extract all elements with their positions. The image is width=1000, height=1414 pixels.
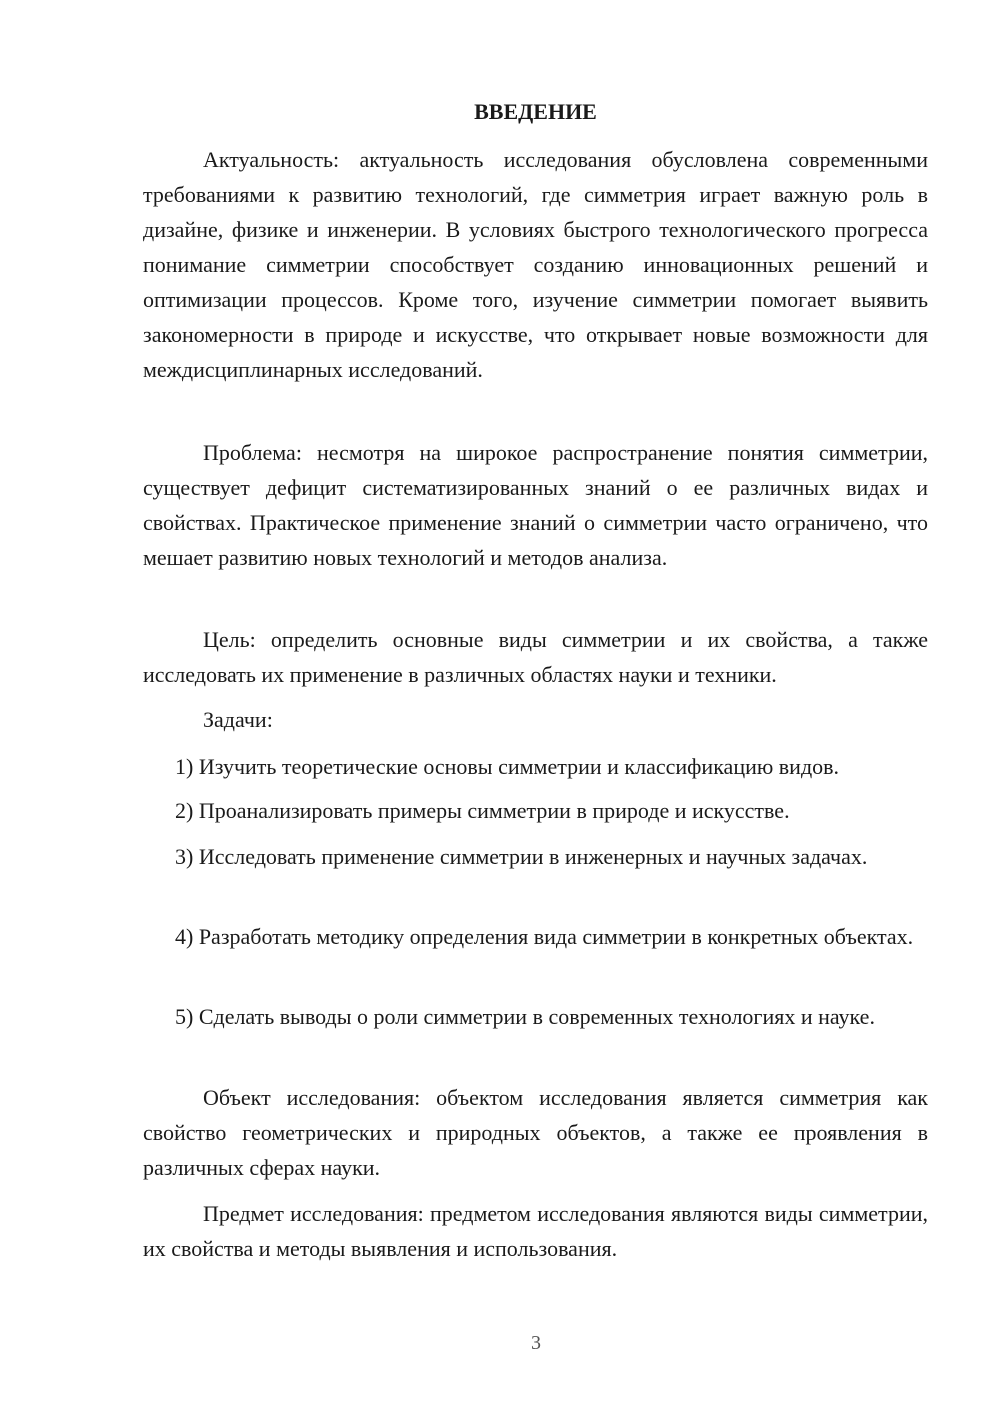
tasks-label: Задачи: [203, 707, 273, 732]
paragraph-problem: Проблема: несмотря на широкое распространение понятия симметрии, существует дефицит систематизированных знаний о ее различных видах и свойствах. Практическое применение знаний о симметрии часто ограничено, что мешает развитию новых технологий и методов анализа. [143, 440, 928, 570]
task-item-3: 3) Исследовать применение симметрии в инженерных и научных задачах. [175, 844, 868, 869]
task-item-2: 2) Проанализировать примеры симметрии в природе и искусстве. [175, 798, 790, 823]
paragraph-subject: Предмет исследования: предметом исследования являются виды симметрии, их свойства и методы выявления и использования. [143, 1201, 928, 1261]
page-number: 3 [531, 1332, 541, 1354]
paragraph-object: Объект исследования: объектом исследования является симметрия как свойство геометрических и природных объектов, а также ее проявления в различных сферах науки. [143, 1085, 928, 1180]
paragraph-relevance: Актуальность: актуальность исследования обусловлена современными требованиями к развитию технологий, где симметрия играет важную роль в дизайне, физике и инженерии. В условиях быстрого технологического прогресса понимание симметрии способствует созданию инновационных решений и оптимизации процессов. Кроме того, изучение симметрии помогает выявить закономерности в природе и искусстве, что открывает новые возможности для междисциплинарных исследований. [143, 147, 928, 382]
task-item-5: 5) Сделать выводы о роли симметрии в современных технологиях и науке. [175, 1004, 875, 1029]
paragraph-goal: Цель: определить основные виды симметрии и их свойства, а также исследовать их применение в различных областях науки и техники. [143, 627, 928, 687]
task-item-1: 1) Изучить теоретические основы симметрии и классификацию видов. [175, 754, 840, 779]
task-item-4: 4) Разработать методику определения вида симметрии в конкретных объектах. [175, 924, 914, 949]
page-title: ВВЕДЕНИЕ [474, 99, 597, 124]
